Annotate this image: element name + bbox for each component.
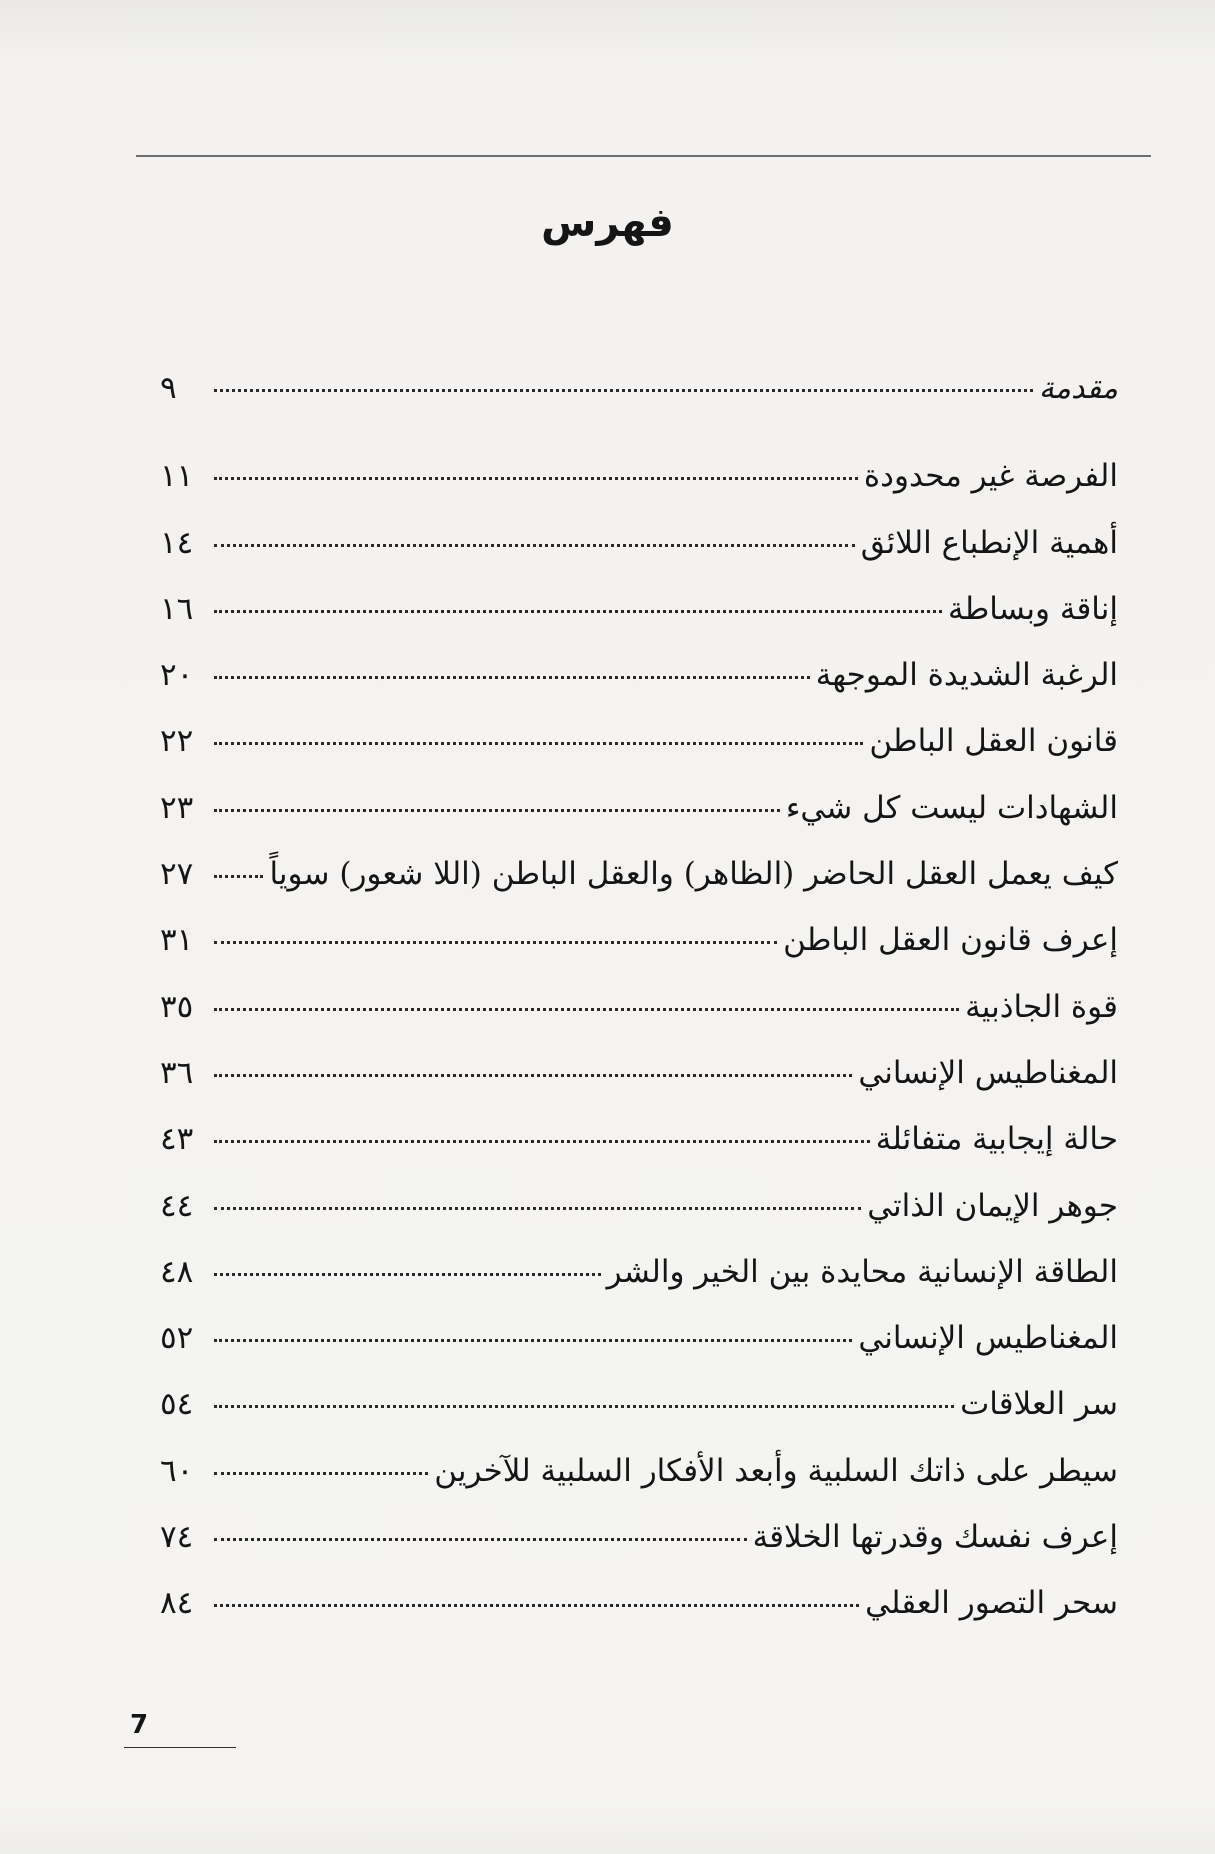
toc-entry-title: أهمية الإنطباع اللائق (860, 524, 1118, 561)
toc-entry-page: ٥٤ (160, 1386, 194, 1423)
dot-leader (214, 809, 780, 812)
toc-entry (160, 856, 1118, 922)
toc-entry-title: الطاقة الإنسانية محايدة بين الخير والشر (606, 1253, 1118, 1290)
dot-leader (214, 544, 855, 547)
toc-entry-page: ١٦ (160, 590, 194, 627)
toc-entry-title: إعرف قانون العقل الباطن (783, 922, 1118, 959)
toc-entry-title: سر العلاقات (960, 1386, 1118, 1423)
toc-entry-title: قانون العقل الباطن (869, 723, 1118, 760)
toc-entry (160, 1453, 1118, 1519)
toc-entry-title: مقدمة (1038, 371, 1118, 406)
toc-entry-page: ٥٢ (160, 1320, 194, 1357)
toc-entry-page: ٧٤ (160, 1519, 194, 1556)
toc-entry-title: كيف يعمل العقل الحاضر (الظاهر) والعقل الباطن (اللا شعور) سوياً (269, 856, 1118, 893)
page-title: فهرس (541, 200, 674, 246)
toc-entry-title: المغناطيس الإنساني (858, 1320, 1118, 1357)
toc-entry-page: ٢٠ (160, 657, 194, 694)
toc-entry-page: ١١ (160, 458, 194, 495)
toc-entry (160, 1519, 1118, 1585)
toc-entry-title: إعرف نفسك وقدرتها الخلاقة (752, 1519, 1118, 1556)
dot-leader (214, 1405, 954, 1408)
dot-leader (214, 742, 863, 745)
toc-entry-page: ٦٠ (160, 1452, 194, 1489)
toc-entry-page: ٨٤ (160, 1585, 194, 1622)
header-rule (136, 155, 1151, 157)
toc-entry-page: ٩ (160, 370, 177, 406)
dot-leader (214, 1074, 852, 1077)
dot-leader (214, 676, 810, 679)
dot-leader (214, 477, 858, 480)
toc-entry-introduction (160, 370, 1118, 436)
toc-entry (160, 1585, 1118, 1651)
toc-entry (160, 1055, 1118, 1121)
dot-leader (214, 1538, 747, 1541)
toc-entry-title: الرغبة الشديدة الموجهة (815, 657, 1118, 694)
toc-entry (160, 1320, 1118, 1386)
toc-entry-title: سيطر على ذاتك السلبية وأبعد الأفكار السلبية للآخرين (434, 1452, 1118, 1489)
toc-entry (160, 790, 1118, 856)
toc-entry (160, 1121, 1118, 1187)
toc-entry (160, 525, 1118, 591)
dot-leader (214, 389, 1033, 392)
toc-entry-page: ٢٧ (160, 856, 194, 893)
dot-leader (214, 1140, 870, 1143)
toc-entry-title: الفرصة غير محدودة (863, 458, 1118, 495)
toc-entry-page: ٤٤ (160, 1187, 194, 1224)
table-of-contents (160, 370, 1118, 1652)
dot-leader (214, 1604, 859, 1607)
toc-entry (160, 723, 1118, 789)
toc-entry (160, 922, 1118, 988)
toc-entry (160, 1188, 1118, 1254)
toc-entry-page: ٣١ (160, 922, 194, 959)
toc-entry-title: حالة إيجابية متفائلة (875, 1121, 1118, 1158)
dot-leader (214, 1339, 852, 1342)
footer-rule (124, 1747, 236, 1748)
toc-entry (160, 657, 1118, 723)
toc-entry (160, 1386, 1118, 1452)
dot-leader (214, 610, 942, 613)
toc-entry-page: ٤٣ (160, 1121, 194, 1158)
dot-leader (214, 1472, 428, 1475)
toc-entry (160, 989, 1118, 1055)
toc-entry-page: ١٤ (160, 524, 194, 561)
toc-entry-title: الشهادات ليست كل شيء (785, 789, 1118, 826)
toc-entry (160, 1254, 1118, 1320)
dot-leader (214, 1207, 861, 1210)
toc-entry-title: إناقة وبساطة (948, 590, 1118, 627)
toc-entry-page: ٤٨ (160, 1253, 194, 1290)
page-number: 7 (130, 1710, 149, 1740)
toc-entry-title: قوة الجاذبية (965, 988, 1118, 1025)
toc-entry-page: ٢٢ (160, 723, 194, 760)
toc-entry-title: المغناطيس الإنساني (858, 1054, 1118, 1091)
toc-entry (160, 591, 1118, 657)
toc-entry-page: ٣٦ (160, 1054, 194, 1091)
toc-entry-title: سحر التصور العقلي (865, 1585, 1118, 1622)
dot-leader (214, 941, 777, 944)
toc-entry-title: جوهر الإيمان الذاتي (867, 1187, 1118, 1224)
toc-entry-page: ٣٥ (160, 988, 194, 1025)
toc-entry-page: ٢٣ (160, 789, 194, 826)
dot-leader (214, 875, 263, 878)
dot-leader (214, 1273, 601, 1276)
dot-leader (214, 1008, 959, 1011)
toc-entry (160, 458, 1118, 524)
